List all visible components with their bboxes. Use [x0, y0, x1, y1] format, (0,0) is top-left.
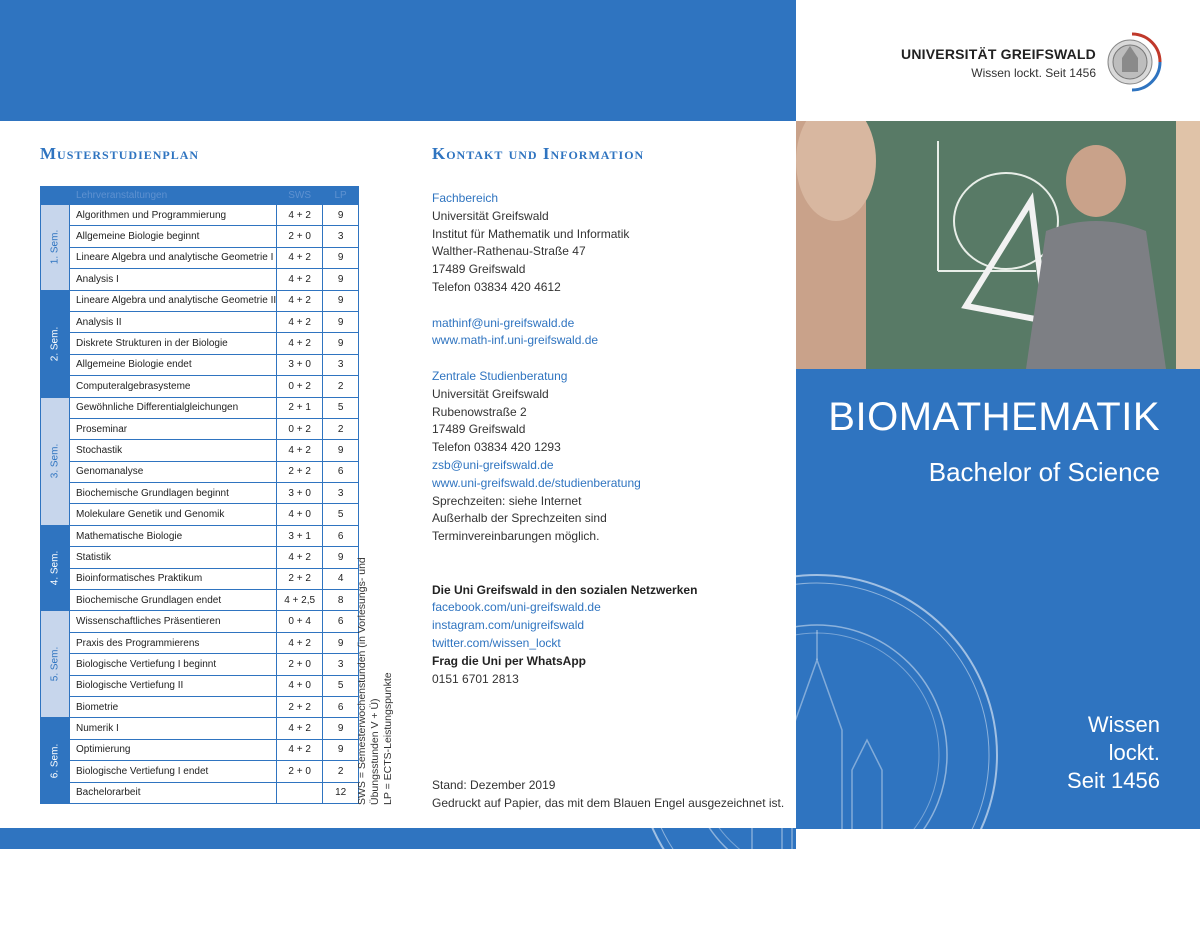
footnote-lp: LP = ECTS-Leistungspunkte: [382, 672, 394, 805]
whatsapp-heading: Frag die Uni per WhatsApp: [432, 653, 587, 668]
semester-label-cell: [41, 205, 70, 291]
hours-line: Sprechzeiten: siehe Internet: [432, 493, 582, 508]
course-name: Biochemische Grundlagen beginnt: [70, 483, 277, 504]
zsb-label: Zentrale Studienberatung: [432, 368, 568, 383]
course-lp: 12: [323, 782, 359, 803]
course-name: Optimierung: [70, 739, 277, 760]
table-row: [41, 611, 359, 632]
course-name: Proseminar: [70, 418, 277, 439]
course-lp: 9: [323, 205, 359, 226]
course-lp: 6: [323, 696, 359, 717]
course-name: Allgemeine Biologie beginnt: [70, 226, 277, 247]
table-row: [41, 547, 359, 568]
course-lp: 9: [323, 290, 359, 311]
course-sws: 3 + 0: [277, 483, 323, 504]
column-header-course: Lehrveranstaltungen: [70, 187, 277, 205]
course-sws: 4 + 0: [277, 675, 323, 696]
semester-label-cell: [41, 397, 70, 525]
course-lp: 3: [323, 483, 359, 504]
phone-line: Telefon 03834 420 4612: [432, 279, 561, 294]
chalkboard-illustration: [796, 121, 1200, 369]
course-name: Statistik: [70, 547, 277, 568]
course-sws: 4 + 2: [277, 718, 323, 739]
course-name: Biologische Vertiefung I endet: [70, 761, 277, 782]
course-name: Bioinformatisches Praktikum: [70, 568, 277, 589]
program-title: BIOMATHEMATIK: [828, 395, 1160, 439]
stand-date: Stand: Dezember 2019: [432, 778, 556, 792]
semester-label: 5. Sem.: [49, 647, 61, 682]
course-name: Lineare Algebra und analytische Geometrie II: [70, 290, 277, 311]
top-blue-band: [0, 0, 796, 121]
table-row: [41, 440, 359, 461]
semester-label: 3. Sem.: [49, 443, 61, 479]
course-sws: 4 + 2: [277, 269, 323, 290]
semester-label-cell: [41, 290, 70, 397]
table-row: [41, 504, 359, 525]
course-lp: 3: [323, 354, 359, 375]
table-row: [41, 761, 359, 782]
table-row: [41, 311, 359, 332]
course-name: Wissenschaftliches Präsentieren: [70, 611, 277, 632]
claim-line: Seit 1456: [1067, 768, 1160, 793]
course-sws: 4 + 2: [277, 440, 323, 461]
course-sws: 3 + 1: [277, 525, 323, 546]
phone-line: Telefon 03834 420 1293: [432, 440, 561, 455]
course-sws: [277, 782, 323, 803]
whatsapp-number: 0151 6701 2813: [432, 671, 519, 686]
column-header-lp: LP: [323, 187, 359, 205]
table-row: [41, 269, 359, 290]
course-lp: 6: [323, 461, 359, 482]
course-sws: 2 + 2: [277, 461, 323, 482]
table-row: [41, 632, 359, 653]
semester-label: 1. Sem.: [49, 230, 61, 265]
semester-label: 6. Sem.: [49, 743, 61, 778]
semester-label-cell: [41, 718, 70, 804]
instagram-link[interactable]: instagram.com/unigreifswald: [432, 618, 585, 633]
course-name: Biologische Vertiefung I beginnt: [70, 654, 277, 675]
table-row: [41, 696, 359, 717]
table-row: [41, 782, 359, 803]
twitter-link[interactable]: twitter.com/wissen_lockt: [432, 635, 561, 650]
course-lp: 9: [323, 547, 359, 568]
address-line: Institut für Mathematik und Informatik: [432, 226, 630, 241]
course-sws: 3 + 0: [277, 354, 323, 375]
printed-note: Gedruckt auf Papier, das mit dem Blauen Engel ausgezeichnet ist.: [432, 795, 785, 810]
semester-label: 4. Sem.: [49, 550, 61, 586]
address-line: 17489 Greifswald: [432, 422, 526, 437]
course-lp: 9: [323, 739, 359, 760]
course-lp: 6: [323, 611, 359, 632]
table-header-row: [41, 187, 359, 205]
course-name: Diskrete Strukturen in der Biologie: [70, 333, 277, 354]
course-sws: 4 + 2: [277, 290, 323, 311]
table-row: [41, 290, 359, 311]
course-name: Praxis des Programmierens: [70, 632, 277, 653]
course-sws: 2 + 1: [277, 397, 323, 418]
course-lp: 2: [323, 376, 359, 397]
course-sws: 0 + 2: [277, 418, 323, 439]
table-footnote: [356, 485, 395, 805]
course-sws: 2 + 0: [277, 226, 323, 247]
semester-label-cell: [41, 611, 70, 718]
address-line: Universität Greifswald: [432, 386, 549, 401]
table-row: [41, 483, 359, 504]
fachbereich-label: Fachbereich: [432, 191, 499, 205]
course-lp: 9: [323, 269, 359, 290]
table-row: [41, 205, 359, 226]
course-name: Algorithmen und Programmierung: [70, 205, 277, 226]
table-row: [41, 525, 359, 546]
print-info: [432, 777, 784, 812]
claim-line: lockt.: [1108, 740, 1160, 765]
table-row: [41, 418, 359, 439]
course-sws: 4 + 2: [277, 205, 323, 226]
course-sws: 4 + 2: [277, 333, 323, 354]
table-row: [41, 226, 359, 247]
university-name: UNIVERSITÄT GREIFSWALD: [901, 46, 1096, 62]
course-name: Biochemische Grundlagen endet: [70, 590, 277, 611]
contact-block: [432, 190, 762, 688]
university-seal-logo: [1102, 32, 1162, 92]
table-row: [41, 247, 359, 268]
course-lp: 9: [323, 440, 359, 461]
course-lp: 3: [323, 654, 359, 675]
course-sws: 2 + 0: [277, 654, 323, 675]
course-name: Genomanalyse: [70, 461, 277, 482]
course-sws: 2 + 2: [277, 568, 323, 589]
claim-block: [1040, 711, 1160, 795]
table-row: [41, 590, 359, 611]
course-name: Gewöhnliche Differentialgleichungen: [70, 397, 277, 418]
claim-line: Wissen: [1087, 712, 1160, 737]
course-lp: 2: [323, 761, 359, 782]
semester-header-cell: [41, 187, 70, 205]
course-sws: 4 + 2: [277, 247, 323, 268]
study-plan-table: [40, 186, 359, 804]
semester-label: 2. Sem.: [49, 326, 61, 361]
course-name: Molekulare Genetik und Genomik: [70, 504, 277, 525]
course-sws: 4 + 2: [277, 311, 323, 332]
course-lp: 9: [323, 311, 359, 332]
course-sws: 2 + 2: [277, 696, 323, 717]
course-lp: 9: [323, 632, 359, 653]
table-row: [41, 333, 359, 354]
semester-label-cell: [41, 525, 70, 611]
lecturer-photo: [796, 121, 1200, 369]
address-line: Universität Greifswald: [432, 208, 549, 223]
email-link[interactable]: mathinf@uni-greifswald.de: [432, 315, 575, 330]
course-sws: 4 + 0: [277, 504, 323, 525]
course-name: Numerik I: [70, 718, 277, 739]
course-sws: 0 + 2: [277, 376, 323, 397]
footnote-sws: SWS = Semesterwochenstunden (in Vorlesungs- und Übungsstunden V + Ü): [356, 557, 381, 805]
course-name: Analysis II: [70, 311, 277, 332]
course-sws: 4 + 2: [277, 547, 323, 568]
course-lp: 9: [323, 718, 359, 739]
hours-line: Terminvereinbarungen möglich.: [432, 529, 600, 544]
course-sws: 4 + 2,5: [277, 590, 323, 611]
contact-heading: Kontakt und Information: [432, 144, 645, 163]
course-lp: 8: [323, 590, 359, 611]
course-lp: 9: [323, 333, 359, 354]
website-link[interactable]: www.math-inf.uni-greifswald.de: [432, 333, 599, 348]
course-lp: 5: [323, 397, 359, 418]
table-row: [41, 654, 359, 675]
course-lp: 9: [323, 247, 359, 268]
hours-line: Außerhalb der Sprechzeiten sind: [432, 511, 607, 526]
course-sws: 4 + 2: [277, 632, 323, 653]
course-lp: 5: [323, 675, 359, 696]
address-line: Walther-Rathenau-Straße 47: [432, 244, 586, 259]
course-sws: 4 + 2: [277, 739, 323, 760]
course-sws: 0 + 4: [277, 611, 323, 632]
course-name: Allgemeine Biologie endet: [70, 354, 277, 375]
table-row: [41, 354, 359, 375]
course-lp: 3: [323, 226, 359, 247]
table-row: [41, 461, 359, 482]
table-row: [41, 718, 359, 739]
table-row: [41, 376, 359, 397]
plan-body: [41, 205, 359, 804]
course-lp: 4: [323, 568, 359, 589]
social-heading: Die Uni Greifswald in den sozialen Netzwerken: [432, 582, 698, 597]
column-header-sws: SWS: [277, 187, 323, 205]
course-name: Biometrie: [70, 696, 277, 717]
table-row: [41, 568, 359, 589]
course-sws: 2 + 0: [277, 761, 323, 782]
facebook-link[interactable]: facebook.com/uni-greifswald.de: [432, 600, 601, 615]
zsb-website-link[interactable]: www.uni-greifswald.de/studienberatung: [432, 475, 641, 490]
course-name: Stochastik: [70, 440, 277, 461]
course-name: Computeralgebrasysteme: [70, 376, 277, 397]
course-lp: 2: [323, 418, 359, 439]
plan-heading: Musterstudienplan: [40, 144, 200, 163]
course-lp: 6: [323, 525, 359, 546]
course-lp: 5: [323, 504, 359, 525]
course-name: Mathematische Biologie: [70, 525, 277, 546]
address-line: Rubenowstraße 2: [432, 404, 527, 419]
course-name: Bachelorarbeit: [70, 782, 277, 803]
course-name: Biologische Vertiefung II: [70, 675, 277, 696]
course-name: Lineare Algebra und analytische Geometrie I: [70, 247, 277, 268]
address-line: 17489 Greifswald: [432, 262, 526, 277]
course-name: Analysis I: [70, 269, 277, 290]
table-row: [41, 397, 359, 418]
zsb-email-link[interactable]: zsb@uni-greifswald.de: [432, 457, 554, 472]
program-degree: Bachelor of Science: [928, 457, 1160, 487]
university-claim: Wissen lockt. Seit 1456: [971, 66, 1096, 80]
table-row: [41, 739, 359, 760]
table-row: [41, 675, 359, 696]
